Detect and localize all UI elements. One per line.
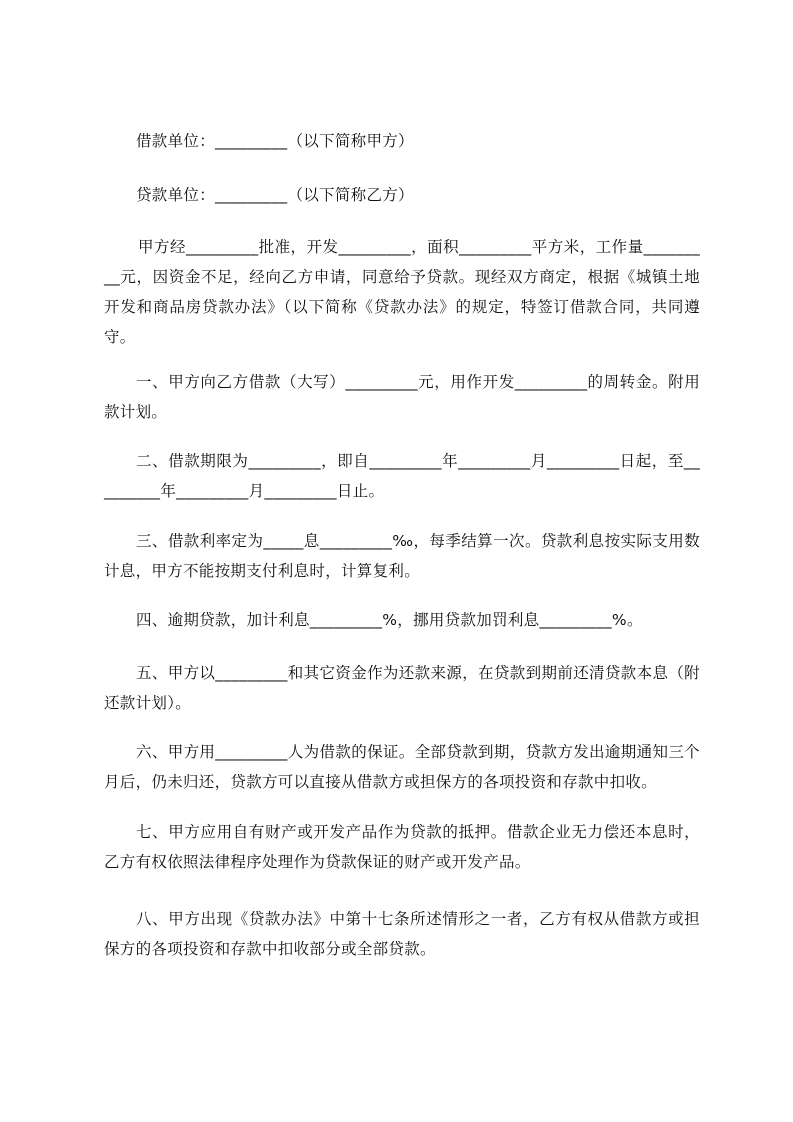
preamble-paragraph: 甲方经_________批准，开发_________，面积_________平方米，工作量_________元，因资金不足，经向乙方申请，同意给予贷款。现经双方商定，根据《城镇土地开发和商品房贷款办法》（以下简称《贷款办法》的规定，特签订借款合同，共同遵守。 [104, 238, 700, 346]
clause-1: 一、甲方向乙方借款（大写）_________元，用作开发_________的周转金。附用款计划。 [104, 373, 700, 421]
clause-7: 七、甲方应用自有财产或开发产品作为贷款的抵押。借款企业无力偿还本息时，乙方有权依照法律程序处理作为贷款保证的财产或开发产品。 [104, 823, 700, 871]
clause-8: 八、甲方出现《贷款办法》中第十七条所述情形之一者，乙方有权从借款方或担保方的各项投资和存款中扣收部分或全部贷款。 [104, 910, 700, 958]
borrower-line: 借款单位：_________（以下简称甲方） [136, 132, 414, 150]
lender-line: 贷款单位：_________（以下简称乙方） [136, 186, 414, 204]
clause-3: 三、借款利率定为_____息_________‰，每季结算一次。贷款利息按实际支用数计息，甲方不能按期支付利息时，计算复利。 [104, 532, 700, 580]
clause-2: 二、借款期限为_________，即自_________年_________月_________日起，至_________年_________月_________日止。 [104, 452, 700, 500]
clause-5: 五、甲方以_________和其它资金作为还款来源，在贷款到期前还清贷款本息（附还款计划）。 [104, 664, 700, 712]
clause-4: 四、逾期贷款，加计利息_________%，挪用贷款加罚利息_________%。 [136, 611, 643, 629]
clause-6: 六、甲方用_________人为借款的保证。全部贷款到期，贷款方发出逾期通知三个月后，仍未归还，贷款方可以直接从借款方或担保方的各项投资和存款中扣收。 [104, 743, 700, 791]
